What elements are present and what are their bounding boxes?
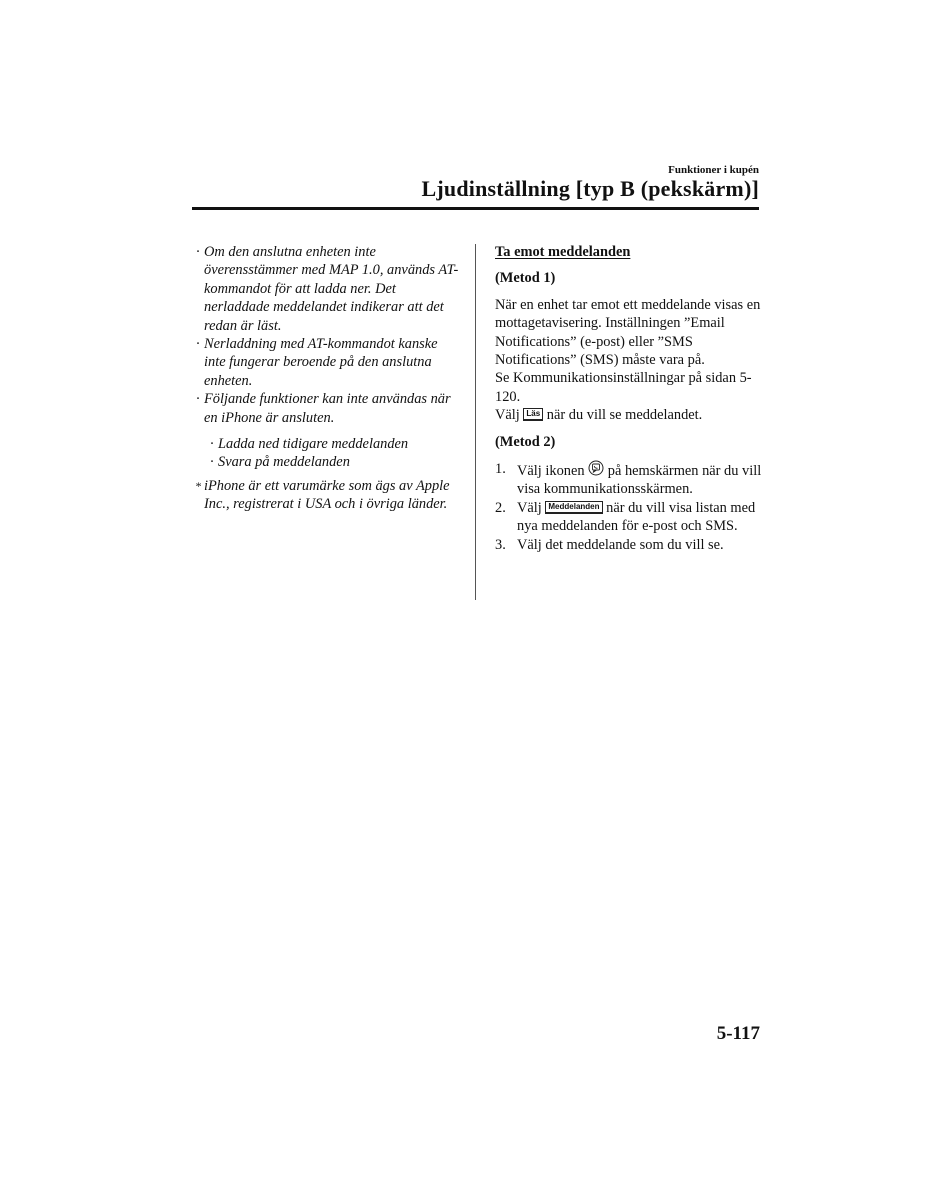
step-number: 1. <box>495 461 506 478</box>
step-number: 2. <box>495 499 506 516</box>
method-1-text: När en enhet tar emot ett meddelande visas en mottagetavisering. Inställningen ”Email Notifications” (e-post) eller ”SMS Notifications” (SMS) måste vara på. Se Kommunikationsinställningar på sidan 5-120. Välj Läs när du vill se meddelandet. <box>495 296 761 424</box>
page-title: Ljudinställning [typ B (pekskärm)] <box>421 176 759 201</box>
sub-list <box>196 435 462 472</box>
note-text: iPhone är ett varumärke som ägs av Apple Inc., registrerat i USA och i övriga länder. <box>204 477 450 513</box>
right-column <box>495 243 763 554</box>
bullet-item: · Följande funktioner kan inte användas när en iPhone är ansluten. <box>196 391 451 426</box>
cross-reference: Se Kommunikationsinställningar på sidan 5-120. <box>495 370 752 405</box>
messages-button-label: Meddelanden <box>545 501 602 514</box>
read-button-label: Läs <box>523 408 543 421</box>
sub-bullet-item: · Svara på meddelanden <box>210 454 350 471</box>
sub-bullet-item: · Ladda ned tidigare meddelanden <box>210 436 409 453</box>
sub-bullet-text: Ladda ned tidigare meddelanden <box>218 436 409 453</box>
bullet-item: · Nerladdning med AT-kommandot kanske inte fungerar beroende på den anslutna enheten. <box>196 336 438 389</box>
left-column <box>196 243 462 514</box>
sub-bullet-text: Svara på meddelanden <box>218 454 350 471</box>
column-divider <box>475 244 476 600</box>
footnote-mark: * <box>195 478 201 493</box>
trademark-note <box>196 477 462 514</box>
section-heading: Ta emot meddelanden <box>495 244 631 260</box>
method-2-heading: (Metod 2) <box>495 433 556 450</box>
step-number: 3. <box>495 536 506 553</box>
step-item: 2. Välj Meddelanden när du vill visa listan med nya meddelanden för e-post och SMS. <box>495 499 756 535</box>
section-label: Funktioner i kupén <box>668 164 759 176</box>
title-divider <box>192 207 759 210</box>
steps-list <box>495 460 763 554</box>
bullet-item: · Om den anslutna enheten inte överensstämmer med MAP 1.0, används AT-kommandot för att ladda ner. Det nerladdade meddelandet indikerar att det redan är läst. <box>196 244 459 334</box>
bullet-text: Om den anslutna enheten inte överensstämmer med MAP 1.0, används AT-kommandot för att ladda ner. Det nerladdade meddelandet indikerar att det redan är läst. <box>204 244 459 334</box>
page-number: 5-117 <box>716 1023 760 1044</box>
step-item: 3. Välj det meddelande som du vill se. <box>495 536 724 553</box>
method-1-heading: (Metod 1) <box>495 270 556 287</box>
step-item: 1. Välj ikonen på hemskärmen när du vill visa kommunikationsskärmen. <box>495 461 762 498</box>
bullet-text: Följande funktioner kan inte användas när en iPhone är ansluten. <box>204 391 451 426</box>
bullet-text: Nerladdning med AT-kommandot kanske inte fungerar beroende på den anslutna enheten. <box>204 336 438 389</box>
phone-icon <box>588 460 604 476</box>
